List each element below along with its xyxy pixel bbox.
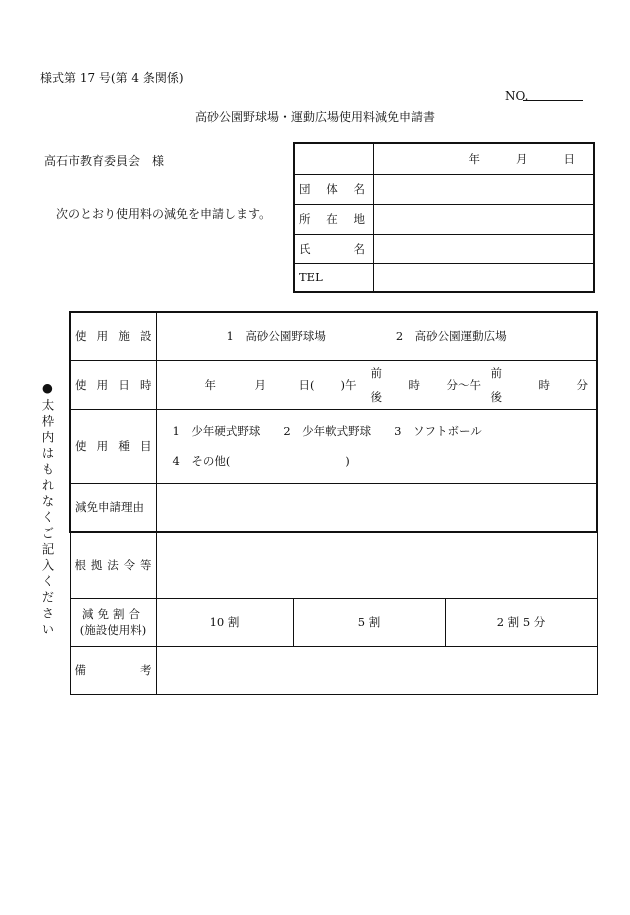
name-field[interactable] [374,234,595,263]
usage-start-pm[interactable]: 後 [370,390,382,404]
address-field[interactable] [374,204,595,234]
usage-type-field[interactable] [156,409,597,483]
addressee: 高石市教育委員会 様 [44,154,165,168]
thick-frame-notice: ●太枠内はもれなくご記入ください [40,380,55,639]
usage-end-am[interactable]: 前 [490,366,502,380]
usage-type-label: 使用種目 [70,409,156,483]
usage-year: 年 [204,378,216,392]
date-year: 年 [468,151,480,166]
discount-rate-5[interactable]: 5 割 [293,598,445,646]
discount-rate-sublabel: (施設使用料) [79,623,147,637]
usage-month: 月 [254,378,266,392]
discount-rate-label: 減免割合 [82,607,144,621]
remarks-label: 備考 [70,646,156,694]
applicant-table [293,142,595,293]
usage-type-line-1[interactable]: 1 少年硬式野球 2 少年軟式野球 3 ソフトボール [172,424,482,438]
reason-field[interactable] [156,483,597,532]
address-label: 所在地 [294,204,374,234]
tel-label: TEL [294,263,374,292]
usage-start-am[interactable]: 前 [370,366,382,380]
name-label: 氏名 [294,234,374,263]
remarks-field[interactable] [156,646,597,694]
usage-datetime-label: 使用日時 [70,360,156,409]
facility-label: 使用施設 [70,312,156,360]
tel-field[interactable] [374,263,595,292]
usage-datetime-field[interactable] [156,360,597,409]
main-table [69,311,598,695]
discount-rate-10[interactable]: 10 割 [156,598,293,646]
legal-basis-field[interactable] [156,532,597,598]
discount-rate-label-cell [70,598,156,646]
usage-day-close: )午 [340,378,357,392]
intro-text: 次のとおり使用料の減免を申請します。 [56,207,272,221]
date-month: 月 [516,151,528,166]
facility-option-2[interactable]: 2 高砂公園運動広場 [395,329,507,344]
legal-basis-label: 根拠法令等 [70,532,156,598]
usage-end-minute: 分 [576,378,588,392]
blank-corner [294,143,374,174]
usage-end-hour: 時 [538,378,550,392]
usage-day-open: 日( [298,378,315,392]
reason-label: 減免申請理由 [70,483,156,532]
group-name-label: 団体名 [294,174,374,204]
usage-start-hour: 時 [408,378,420,392]
form-number: 様式第 17 号(第 4 条関係) [40,71,184,85]
discount-rate-2-5[interactable]: 2 割 5 分 [445,598,597,646]
facility-option-1[interactable]: 1 高砂公園野球場 [226,329,326,344]
group-name-field[interactable] [374,174,595,204]
form-title: 高砂公園野球場・運動広場使用料減免申請書 [194,110,435,124]
facility-field[interactable] [156,312,597,360]
date-field[interactable] [374,143,595,174]
usage-type-line-2[interactable]: 4 その他( ) [172,454,350,468]
document-number-field[interactable] [523,100,583,101]
usage-end-pm[interactable]: 後 [490,390,502,404]
document-number-label: NO. [505,89,529,103]
date-day: 日 [563,151,575,166]
usage-minute-to: 分～午 [446,378,481,392]
